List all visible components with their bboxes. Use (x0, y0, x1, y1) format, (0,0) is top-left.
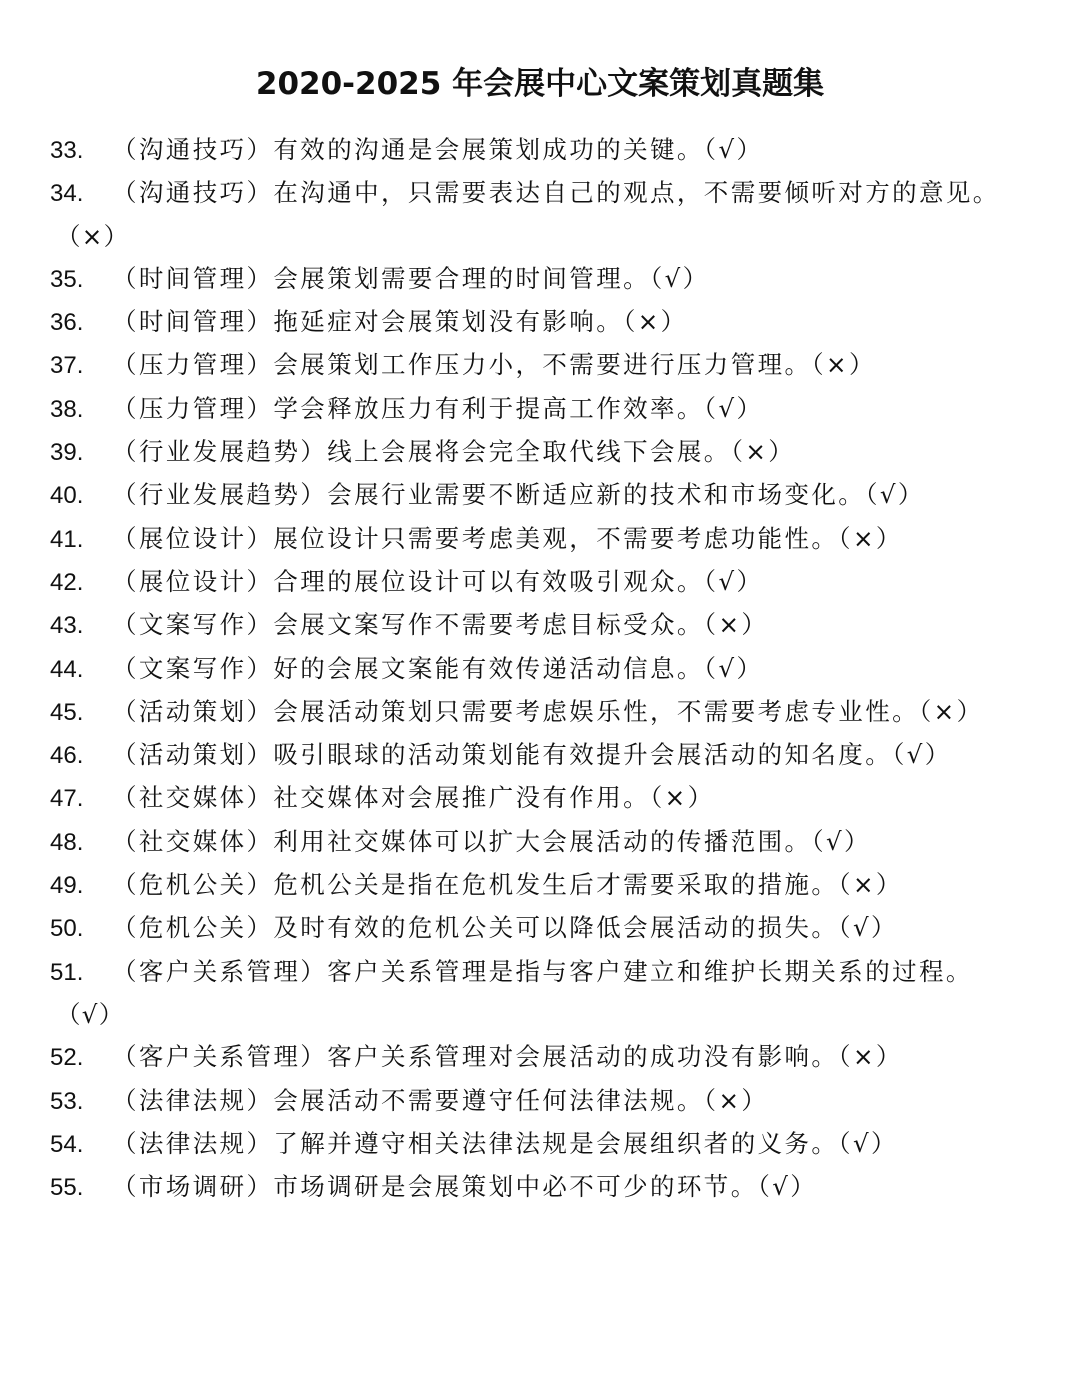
question-list (50, 129, 1060, 1209)
list-item (50, 431, 1060, 474)
item-number: 50. (50, 915, 84, 943)
list-item (50, 474, 1060, 517)
list-item (50, 604, 1060, 647)
item-number: 43. (50, 612, 84, 640)
item-answer-continuation: （√） (56, 999, 125, 1029)
item-text: （时间管理）会展策划需要合理的时间管理。（√） (112, 263, 710, 293)
list-item (50, 172, 1060, 258)
item-number: 39. (50, 439, 84, 467)
item-number: 40. (50, 482, 84, 510)
item-text: （客户关系管理）客户关系管理对会展活动的成功没有影响。（×） (112, 1042, 903, 1072)
item-text: （文案写作）好的会展文案能有效传递活动信息。（√） (112, 653, 764, 683)
list-item (50, 344, 1060, 387)
item-text: （活动策划）吸引眼球的活动策划能有效提升会展活动的知名度。（√） (112, 740, 952, 770)
list-item (50, 907, 1060, 950)
item-text: （文案写作）会展文案写作不需要考虑目标受众。（×） (112, 610, 769, 640)
item-number: 53. (50, 1087, 84, 1115)
item-number: 55. (50, 1174, 84, 1202)
item-text: （社交媒体）社交媒体对会展推广没有作用。（×） (112, 783, 715, 813)
list-item (50, 864, 1060, 907)
list-item (50, 1123, 1060, 1166)
item-number: 47. (50, 785, 84, 813)
item-number: 51. (50, 958, 84, 986)
item-answer-continuation: （×） (56, 221, 130, 251)
list-item (50, 1080, 1060, 1123)
item-number: 33. (50, 137, 84, 164)
item-number: 49. (50, 872, 84, 900)
page-title: 2020-2025 年会展中心文案策划真题集 (255, 66, 825, 102)
item-text: （危机公关）及时有效的危机公关可以降低会展活动的损失。（√） (112, 913, 898, 943)
item-text: （客户关系管理）客户关系管理是指与客户建立和维护长期关系的过程。 (112, 956, 973, 986)
item-number: 37. (50, 352, 84, 380)
item-text: （展位设计）展位设计只需要考虑美观，不需要考虑功能性。（×） (112, 523, 903, 553)
list-item (50, 388, 1060, 431)
list-item (50, 129, 1060, 172)
item-number: 41. (50, 525, 84, 553)
item-text: （行业发展趋势）线上会展将会完全取代线下会展。（×） (112, 437, 796, 467)
item-number: 42. (50, 568, 84, 596)
item-text: （法律法规）了解并遵守相关法律法规是会展组织者的义务。（√） (112, 1128, 898, 1158)
item-number: 36. (50, 309, 84, 337)
list-item (50, 301, 1060, 344)
item-number: 35. (50, 265, 84, 293)
item-number: 44. (50, 655, 84, 683)
item-text: （展位设计）合理的展位设计可以有效吸引观众。（√） (112, 566, 764, 596)
list-item (50, 258, 1060, 301)
item-number: 46. (50, 742, 84, 770)
item-text: （市场调研）市场调研是会展策划中必不可少的环节。（√） (112, 1172, 818, 1202)
list-item (50, 691, 1060, 734)
item-number: 45. (50, 698, 84, 726)
item-text: （法律法规）会展活动不需要遵守任何法律法规。（×） (112, 1085, 769, 1115)
item-text: （活动策划）会展活动策划只需要考虑娱乐性，不需要考虑专业性。（×） (112, 696, 984, 726)
list-item (50, 1166, 1060, 1209)
item-text: （时间管理）拖延症对会展策划没有影响。（×） (112, 307, 688, 337)
item-number: 34. (50, 180, 84, 208)
list-item (50, 518, 1060, 561)
item-text: （危机公关）危机公关是指在危机发生后才需要采取的措施。（×） (112, 870, 903, 900)
item-text: （沟通技巧）在沟通中，只需要表达自己的观点，不需要倾听对方的意见。 (112, 178, 1000, 208)
item-number: 54. (50, 1130, 84, 1158)
item-number: 38. (50, 395, 84, 423)
list-item (50, 951, 1060, 1037)
item-text: （压力管理）学会释放压力有利于提高工作效率。（√） (112, 393, 764, 423)
item-number: 48. (50, 828, 84, 856)
item-text: （行业发展趋势）会展行业需要不断适应新的技术和市场变化。（√） (112, 480, 925, 510)
item-text: （社交媒体）利用社交媒体可以扩大会展活动的传播范围。（√） (112, 826, 871, 856)
item-number: 52. (50, 1044, 84, 1072)
list-item (50, 777, 1060, 820)
list-item (50, 648, 1060, 691)
item-text: （沟通技巧）有效的沟通是会展策划成功的关键。（√） (112, 135, 764, 164)
list-item (50, 734, 1060, 777)
list-item (50, 561, 1060, 604)
list-item (50, 1036, 1060, 1079)
item-text: （压力管理）会展策划工作压力小，不需要进行压力管理。（×） (112, 350, 876, 380)
list-item (50, 821, 1060, 864)
